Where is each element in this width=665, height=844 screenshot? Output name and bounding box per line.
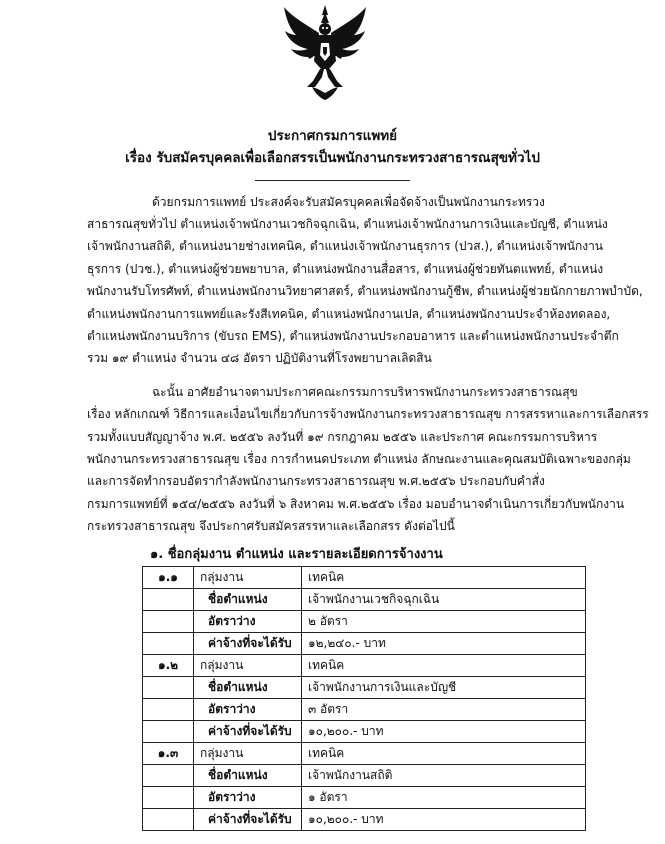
para2-line: พนักงานกระทรวงสาธารณสุข เรื่อง การกำหนดประเภท ตำแหน่ง ลักษณะงานและคุณสมบัติเฉพาะของกลุ่ม xyxy=(87,452,631,466)
para1-line: พนักงานรับโทรศัพท์, ตำแหน่งพนักงานวิทยาศาสตร์, ตำแหน่งพนักงานกู้ชีพ, ตำแหน่งผู้ช่วยนักกายภาพบำบัด, xyxy=(87,284,643,298)
field-value: เทคนิค xyxy=(302,743,586,765)
title-divider xyxy=(255,180,410,181)
table-row xyxy=(143,787,586,809)
job-number: ๑.๑ xyxy=(143,567,194,589)
field-value: ๑๐,๒๐๐.- บาท xyxy=(302,809,586,831)
garuda-emblem xyxy=(282,3,368,101)
field-label: ค่าจ้างที่จะได้รับ xyxy=(194,633,302,655)
para1-line: ตำแหน่งพนักงานบริการ (ขับรถ EMS), ตำแหน่งพนักงานประกอบอาหาร และตำแหน่งพนักงานประจำตึก xyxy=(87,329,619,343)
job-number: ๑.๒ xyxy=(143,655,194,677)
field-value: ๑๐,๒๐๐.- บาท xyxy=(302,721,586,743)
table-row xyxy=(143,567,586,589)
field-value: ๒ อัตรา xyxy=(302,611,586,633)
field-value: ๑๒,๒๔๐.- บาท xyxy=(302,633,586,655)
para2-line: และการจัดทำกรอบอัตรากำลังพนักงานกระทรวงสาธารณสุข พ.ศ.๒๕๕๖ ประกอบกับคำสั่ง xyxy=(87,474,545,488)
document-subject: เรื่อง รับสมัครบุคคลเพื่อเลือกสรรเป็นพนักงานกระทรวงสาธารณสุขทั่วไป xyxy=(125,150,540,166)
document-title: ประกาศกรมการแพทย์ xyxy=(267,128,398,144)
field-value: เทคนิค xyxy=(302,655,586,677)
table-row xyxy=(143,677,586,699)
field-value: เจ้าพนักงานเวชกิจฉุกเฉิน xyxy=(302,589,586,611)
para2-line: กระทรวงสาธารณสุข จึงประกาศรับสมัครสรรหาและเลือกสรร ดังต่อไปนี้ xyxy=(87,519,455,533)
field-label: อัตราว่าง xyxy=(194,787,302,809)
job-number: ๑.๓ xyxy=(143,743,194,765)
para1-line: ตำแหน่งพนักงานการแพทย์และรังสีเทคนิค, ตำแหน่งพนักงานเปล, ตำแหน่งพนักงานประจำห้องทดลอง, xyxy=(87,307,611,321)
field-label: ชื่อตำแหน่ง xyxy=(194,589,302,611)
table-row xyxy=(143,589,586,611)
field-label: กลุ่มงาน xyxy=(194,743,302,765)
table-row xyxy=(143,611,586,633)
field-value: เจ้าพนักงานการเงินและบัญชี xyxy=(302,677,586,699)
field-label: ชื่อตำแหน่ง xyxy=(194,677,302,699)
field-label: ชื่อตำแหน่ง xyxy=(194,765,302,787)
para1-line: ด้วยกรมการแพทย์ ประสงค์จะรับสมัครบุคคลเพื่อจัดจ้างเป็นพนักงานกระทรวง xyxy=(152,195,545,209)
field-label: กลุ่มงาน xyxy=(194,655,302,677)
para2-line: รวมทั้งแบบสัญญาจ้าง พ.ศ. ๒๕๕๖ ลงวันที่ ๑๙ กรกฎาคม ๒๕๕๖ และประกาศ คณะกรรมการบริหาร xyxy=(87,430,598,444)
para1-line: เจ้าพนักงานสถิติ, ตำแหน่งนายช่างเทคนิค, ตำแหน่งเจ้าพนักงานธุรการ (ปวส.), ตำแหน่งเจ้าพนักงาน xyxy=(87,239,604,253)
table-row xyxy=(143,699,586,721)
para2-line: กรมการแพทย์ที่ ๑๕๔/๒๕๕๖ ลงวันที่ ๖ สิงหาคม พ.ศ.๒๕๕๖ เรื่อง มอบอำนาจดำเนินการเกี่ยวกับพนักงาน xyxy=(87,497,625,511)
para1-line: สาธารณสุขทั่วไป ตำแหน่งเจ้าพนักงานเวชกิจฉุกเฉิน, ตำแหน่งเจ้าพนักงานการเงินและบัญชี, ตำแหน่ง xyxy=(87,217,608,231)
job-details-table xyxy=(142,566,586,831)
para2-line: เรื่อง หลักเกณฑ์ วิธีการและเงื่อนไขเกี่ยวกับการจ้างพนักงานกระทรวงสาธารณสุข การสรรหาและการเลือกสรร xyxy=(87,407,649,421)
table-row xyxy=(143,655,586,677)
field-label: ค่าจ้างที่จะได้รับ xyxy=(194,721,302,743)
field-value: เทคนิค xyxy=(302,567,586,589)
table-row xyxy=(143,633,586,655)
field-label: ค่าจ้างที่จะได้รับ xyxy=(194,809,302,831)
table-row xyxy=(143,809,586,831)
table-row xyxy=(143,765,586,787)
table-row xyxy=(143,743,586,765)
para2-line: ฉะนั้น อาศัยอำนาจตามประกาศคณะกรรมการบริหารพนักงานกระทรวงสาธารณสุข xyxy=(152,385,578,399)
section-heading: ๑. ชื่อกลุ่มงาน ตำแหน่ง และรายละเอียดการจ้างงาน xyxy=(150,547,443,562)
field-label: อัตราว่าง xyxy=(194,611,302,633)
para1-line: ธุรการ (ปวช.), ตำแหน่งผู้ช่วยพยาบาล, ตำแหน่งพนักงานสื่อสาร, ตำแหน่งผู้ช่วยทันตแพทย์, ตำแหน่ง xyxy=(87,262,604,276)
field-value: ๓ อัตรา xyxy=(302,699,586,721)
table-row xyxy=(143,721,586,743)
field-label: กลุ่มงาน xyxy=(194,567,302,589)
field-value: ๑ อัตรา xyxy=(302,787,586,809)
field-value: เจ้าพนักงานสถิติ xyxy=(302,765,586,787)
field-label: อัตราว่าง xyxy=(194,699,302,721)
para1-line: รวม ๑๙ ตำแหน่ง จำนวน ๔๘ อัตรา ปฏิบัติงานที่โรงพยาบาลเลิดสิน xyxy=(87,351,432,365)
